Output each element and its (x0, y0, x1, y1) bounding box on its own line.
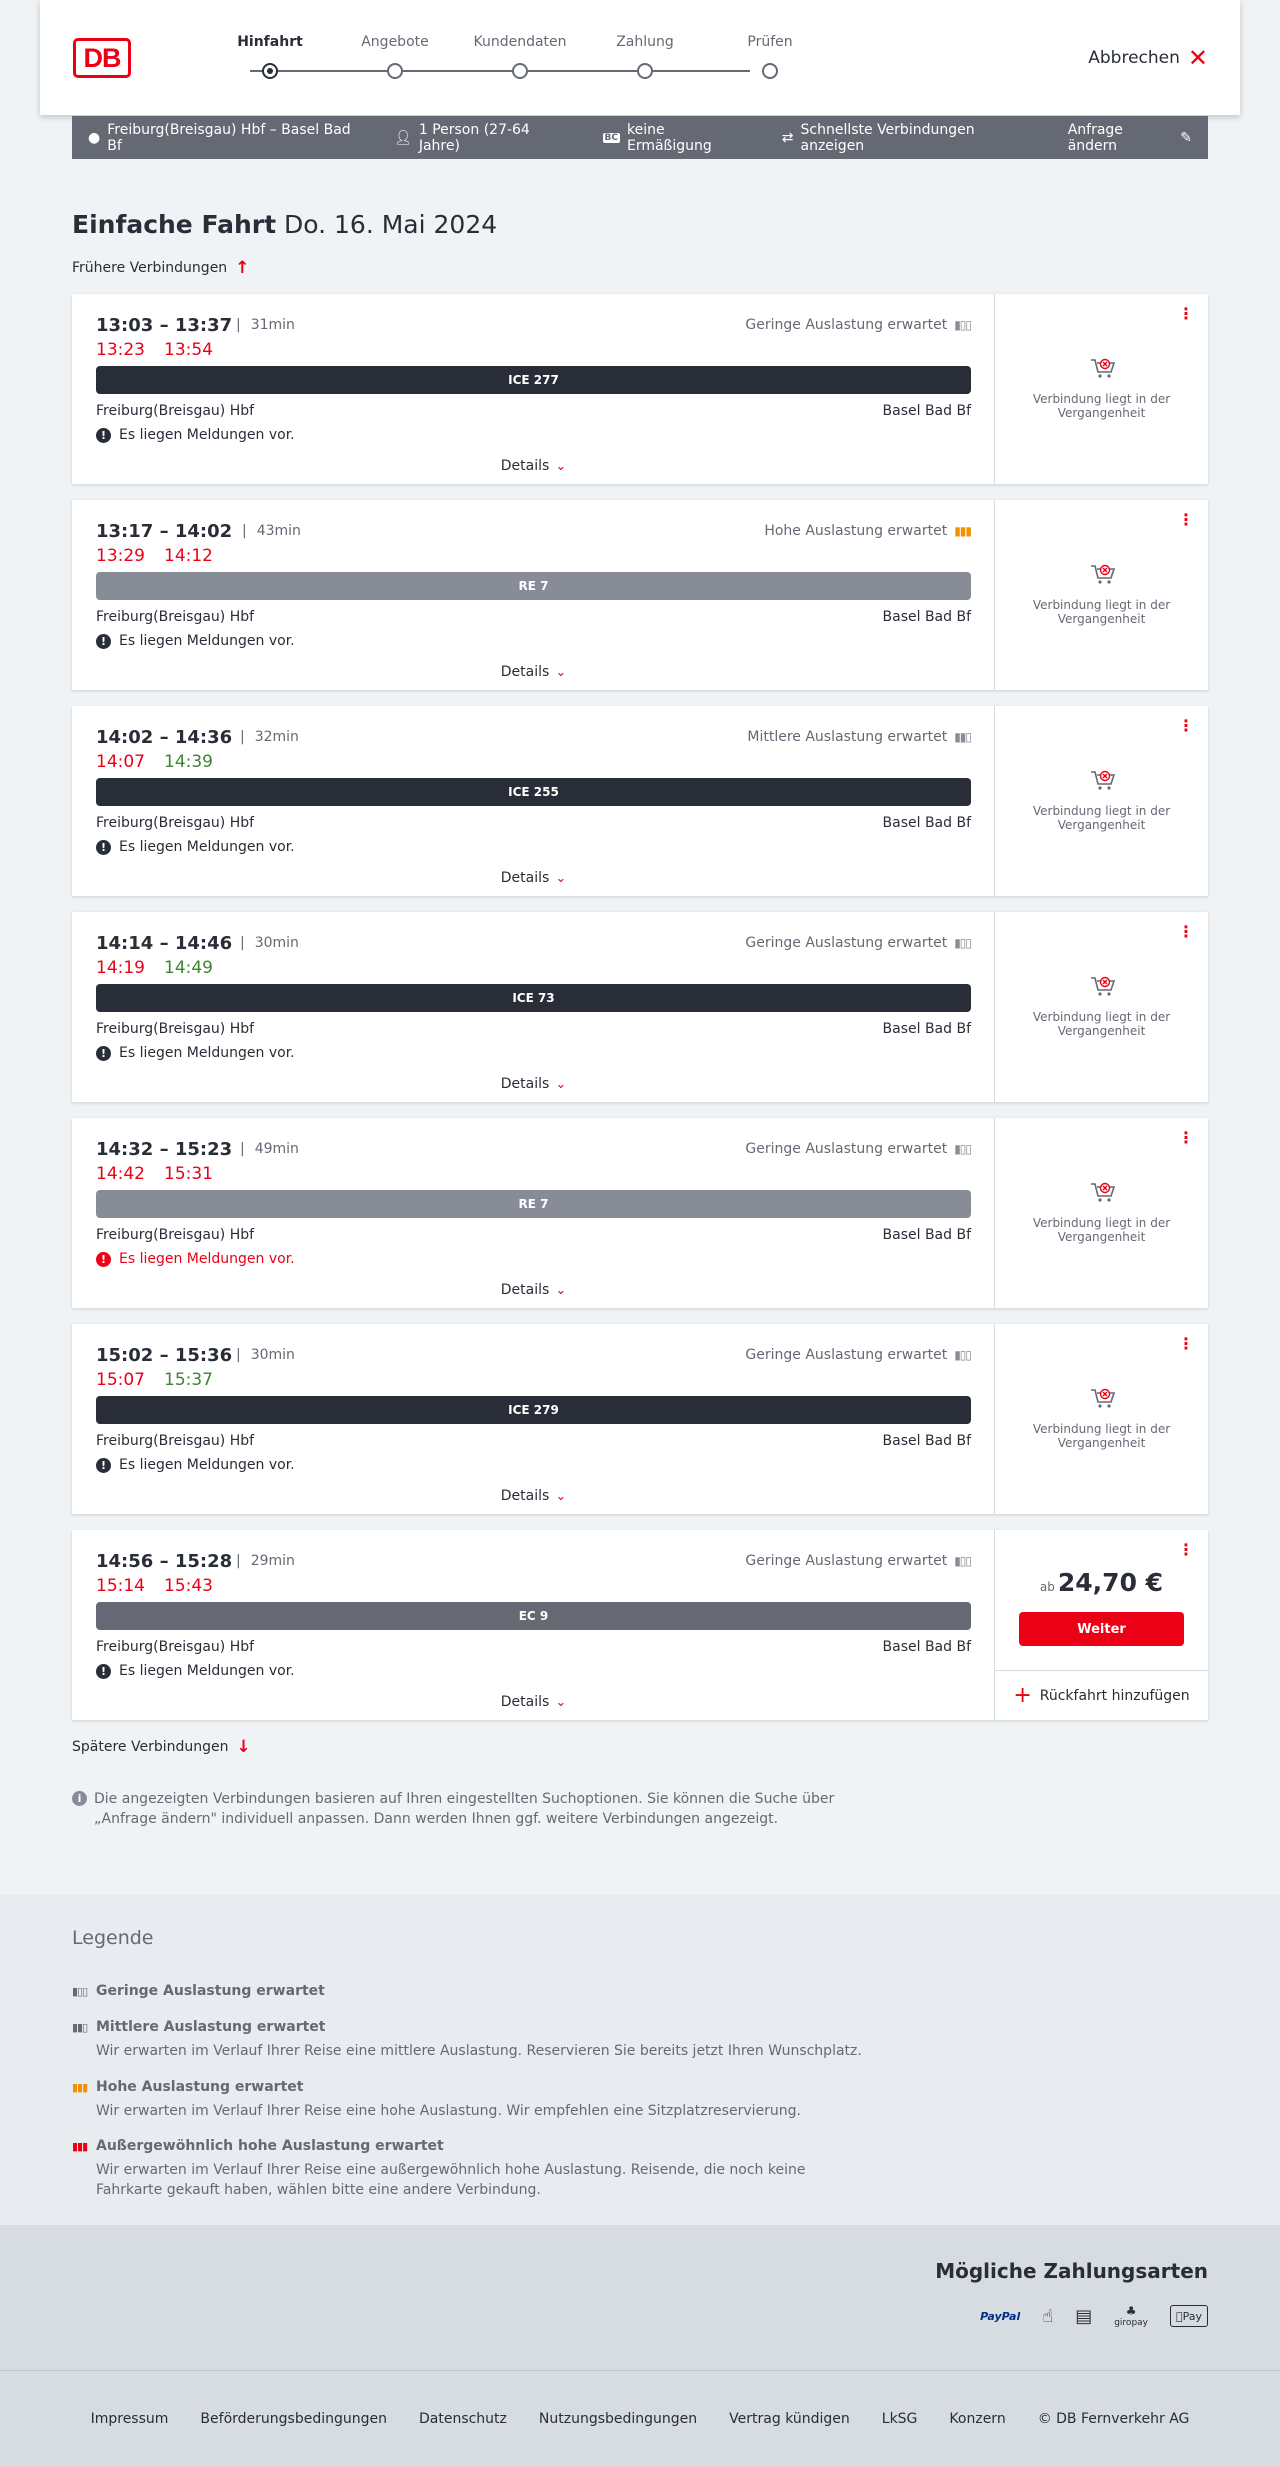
origin-station: Freiburg(Breisgau) Hbf (96, 1639, 255, 1655)
more-options-icon[interactable]: ⋮ (1178, 1540, 1194, 1559)
duration: | 29min (236, 1553, 295, 1569)
chevron-down-icon: ⌄ (555, 1283, 567, 1298)
notice-text: Es liegen Meldungen vor. (119, 1663, 295, 1679)
connection-details (96, 1530, 971, 1720)
past-connection-note (995, 1384, 1208, 1450)
duration: | 30min (236, 1347, 295, 1363)
price-prefix: ab (1039, 1580, 1055, 1594)
price-value: 24,70 € (1057, 1568, 1164, 1597)
occupancy-mid-icon: ▮▮▯ (72, 2021, 88, 2034)
traveller-summary (394, 122, 570, 154)
more-options-icon[interactable]: ⋮ (1178, 510, 1194, 529)
realtime-arrival: 13:54 (164, 340, 213, 360)
realtime-arrival: 14:39 (164, 752, 213, 772)
realtime-departure: 14:19 (96, 958, 145, 978)
occupancy-icon: ▮▯▯ (954, 1348, 971, 1362)
train-bar[interactable]: ICE 255 (96, 778, 971, 806)
offer-panel (995, 1118, 1208, 1308)
occupancy-icon: ▮▯▯ (954, 318, 971, 332)
occupancy-indicator (745, 1347, 971, 1363)
chevron-down-icon: ⌄ (555, 1077, 567, 1092)
past-text: Verbindung liegt in der Vergangenheit (1032, 1216, 1171, 1244)
connection-details (96, 1324, 971, 1514)
offer-panel (995, 1530, 1208, 1720)
realtime-arrival: 15:37 (164, 1370, 213, 1390)
legend-item-title: Geringe Auslastung erwartet (96, 1983, 325, 1999)
shopping-cart-icon (1088, 766, 1116, 794)
later-connections-link[interactable] (72, 1737, 251, 1757)
details-label: Details (500, 1694, 550, 1710)
db-logo[interactable]: DB (73, 38, 131, 78)
planned-times: 14:56 – 15:28 (96, 1551, 233, 1572)
chevron-down-icon: ⌄ (555, 1695, 567, 1710)
step-angebote: Angebote (335, 34, 455, 50)
realtime-departure: 14:42 (96, 1164, 145, 1184)
past-text: Verbindung liegt in der Vergangenheit (1032, 392, 1171, 420)
realtime-arrival: 14:12 (164, 546, 213, 566)
legend-item-text: Wir erwarten im Verlauf Ihrer Reise eine hohe Auslastung. Wir empfehlen eine Sitzplatzreservierung. (96, 2103, 801, 2119)
past-text: Verbindung liegt in der Vergangenheit (1032, 1010, 1171, 1038)
notice-message (96, 1251, 295, 1267)
search-info-note (72, 1789, 852, 1829)
train-bar[interactable]: ICE 279 (96, 1396, 971, 1424)
discount-text: keine Ermäßigung (626, 121, 712, 154)
connection-card (72, 1118, 1208, 1308)
occupancy-text: Geringe Auslastung erwartet (745, 935, 948, 951)
footer-link-konzern[interactable]: Konzern (949, 2410, 1006, 2427)
more-options-icon[interactable]: ⋮ (1178, 716, 1194, 735)
details-label: Details (500, 458, 550, 474)
origin-station: Freiburg(Breisgau) Hbf (96, 1227, 255, 1243)
return-label: Rückfahrt hinzufügen (1039, 1687, 1190, 1704)
legend-item-mid (72, 2019, 872, 2061)
origin-station: Freiburg(Breisgau) Hbf (96, 1433, 255, 1449)
step-dot (637, 63, 653, 79)
footer-copyright: © DB Fernverkehr AG (1037, 2410, 1190, 2427)
origin-station: Freiburg(Breisgau) Hbf (96, 1021, 255, 1037)
apple-pay-label: Pay (1182, 2309, 1202, 2323)
realtime-departure: 14:07 (96, 752, 145, 772)
details-toggle[interactable] (96, 1694, 971, 1710)
duration: | 32min (240, 729, 299, 745)
footer-link-impressum[interactable]: Impressum (90, 2410, 169, 2427)
credit-card-icon: ☝ (1042, 2305, 1054, 2327)
destination-station: Basel Bad Bf (882, 1639, 971, 1655)
legend-item-extreme (72, 2138, 872, 2200)
step-kundendaten: Kundendaten (460, 34, 580, 50)
past-text: Verbindung liegt in der Vergangenheit (1032, 804, 1171, 832)
shopping-cart-icon (1088, 1178, 1116, 1206)
earlier-label: Frühere Verbindungen (72, 260, 228, 276)
top-navigation (40, 0, 1240, 115)
alert-icon: ! (96, 1458, 111, 1473)
traveller-text: 1 Person (27-64 Jahre) (418, 121, 530, 154)
duration: | 43min (242, 523, 301, 539)
location-pin-icon: ● (88, 129, 101, 146)
footer-link-kuendigen[interactable]: Vertrag kündigen (729, 2410, 850, 2427)
close-icon: ✕ (1187, 44, 1208, 72)
step-line (250, 70, 750, 72)
footer-link-datenschutz[interactable]: Datenschutz (418, 2410, 507, 2427)
realtime-arrival: 15:31 (164, 1164, 213, 1184)
destination-station: Basel Bad Bf (882, 1433, 971, 1449)
occupancy-low-icon: ▮▯▯ (72, 1985, 88, 1998)
swap-arrows-icon: ⇄ (781, 129, 794, 146)
occupancy-indicator (745, 1553, 971, 1569)
more-options-icon[interactable]: ⋮ (1178, 1128, 1194, 1147)
notice-text: Es liegen Meldungen vor. (119, 839, 295, 855)
alert-icon: ! (96, 634, 111, 649)
edit-search-label: Anfrage ändern (1067, 121, 1123, 154)
train-bar[interactable]: EC 9 (96, 1602, 971, 1630)
cancel-button[interactable] (1088, 46, 1208, 70)
details-toggle[interactable] (96, 458, 971, 474)
realtime-departure: 13:23 (96, 340, 145, 360)
duration: | 31min (236, 317, 295, 333)
legend-item-title: Hohe Auslastung erwartet (96, 2079, 304, 2095)
continue-button[interactable]: Weiter (1019, 1612, 1184, 1646)
details-label: Details (500, 1282, 550, 1298)
step-pruefen: Prüfen (710, 34, 830, 50)
shopping-cart-icon (1088, 560, 1116, 588)
details-label: Details (500, 1488, 550, 1504)
sepa-icon: ▤ (1075, 2305, 1093, 2327)
legend-item-title: Außergewöhnlich hohe Auslastung erwartet (96, 2138, 444, 2154)
realtime-departure: 15:07 (96, 1370, 145, 1390)
planned-times: 14:32 – 15:23 (96, 1139, 233, 1160)
notice-message (96, 1045, 295, 1061)
occupancy-icon: ▮▯▯ (954, 936, 971, 950)
cancel-label: Abbrechen (1088, 48, 1180, 68)
realtime-arrival: 15:43 (164, 1576, 213, 1596)
planned-times: 15:02 – 15:36 (96, 1345, 233, 1366)
past-text: Verbindung liegt in der Vergangenheit (1032, 1422, 1171, 1450)
past-connection-note (995, 972, 1208, 1038)
legend-item-text: Wir erwarten im Verlauf Ihrer Reise eine mittlere Auslastung. Reservieren Sie bereits jetzt Ihren Wunschplatz. (96, 2043, 862, 2059)
page-title (72, 210, 497, 239)
add-return-trip-button[interactable] (995, 1670, 1208, 1720)
connection-card (72, 500, 1208, 690)
past-connection-note (995, 354, 1208, 420)
train-bar[interactable]: ICE 73 (96, 984, 971, 1012)
shopping-cart-icon (1088, 972, 1116, 1000)
planned-times: 13:03 – 13:37 (96, 315, 233, 336)
more-options-icon[interactable]: ⋮ (1178, 1334, 1194, 1353)
connection-card (72, 706, 1208, 896)
later-label: Spätere Verbindungen (72, 1739, 229, 1755)
past-connection-note (995, 766, 1208, 832)
duration: | 30min (240, 935, 299, 951)
alert-icon: ! (96, 1046, 111, 1061)
notice-text: Es liegen Meldungen vor. (119, 633, 295, 649)
price (995, 1568, 1208, 1597)
legend-item-low (72, 1983, 325, 1999)
giropay-tree-icon: ♣ (1125, 2304, 1137, 2318)
fastest-summary (782, 122, 1036, 154)
connection-card (72, 1530, 1208, 1720)
route-summary (88, 122, 362, 154)
connection-details (96, 500, 971, 690)
connection-details (96, 706, 971, 896)
past-connection-note (995, 1178, 1208, 1244)
notice-message (96, 633, 295, 649)
train-bar[interactable]: RE 7 (96, 1190, 971, 1218)
occupancy-text: Geringe Auslastung erwartet (745, 1347, 948, 1363)
footer-link-befoerderung[interactable]: Beförderungsbedingungen (200, 2410, 387, 2427)
arrow-down-icon: ↓ (236, 1737, 251, 1757)
plus-icon: + (1013, 1682, 1032, 1708)
occupancy-high-icon: ▮▮▮ (72, 2081, 88, 2094)
notice-text: Es liegen Meldungen vor. (119, 427, 295, 443)
origin-station: Freiburg(Breisgau) Hbf (96, 815, 255, 831)
chevron-down-icon: ⌄ (555, 665, 567, 680)
chevron-down-icon: ⌄ (555, 1489, 567, 1504)
details-toggle[interactable] (96, 1076, 971, 1092)
planned-times: 14:02 – 14:36 (96, 727, 233, 748)
offer-panel (995, 706, 1208, 896)
occupancy-indicator (745, 317, 971, 333)
legend-title: Legende (72, 1927, 154, 1949)
realtime-arrival: 14:49 (164, 958, 213, 978)
details-label: Details (500, 664, 550, 680)
payment-methods (0, 2225, 1280, 2370)
connection-details (96, 912, 971, 1102)
legend-item-title: Mittlere Auslastung erwartet (96, 2019, 326, 2035)
offer-panel (995, 294, 1208, 484)
footer-link-nutzung[interactable]: Nutzungsbedingungen (538, 2410, 698, 2427)
connection-details (96, 1118, 971, 1308)
train-bar[interactable]: RE 7 (96, 572, 971, 600)
pencil-icon: ✎ (1180, 129, 1192, 146)
origin-station: Freiburg(Breisgau) Hbf (96, 403, 255, 419)
more-options-icon[interactable]: ⋮ (1178, 304, 1194, 323)
person-icon: 👤︎ (394, 129, 412, 146)
occupancy-indicator (764, 523, 971, 539)
paypal-icon: PayPal (980, 2309, 1021, 2323)
occupancy-icon: ▮▮▯ (954, 730, 971, 744)
connection-card (72, 1324, 1208, 1514)
destination-station: Basel Bad Bf (882, 403, 971, 419)
destination-station: Basel Bad Bf (882, 1021, 971, 1037)
occupancy-text: Mittlere Auslastung erwartet (747, 729, 948, 745)
footer (0, 2370, 1280, 2466)
occupancy-icon: ▮▯▯ (954, 1554, 971, 1568)
fastest-text: Schnellste Verbindungen anzeigen (800, 121, 975, 154)
shopping-cart-icon (1088, 354, 1116, 382)
train-bar[interactable]: ICE 277 (96, 366, 971, 394)
alert-icon: ! (96, 428, 111, 443)
occupancy-indicator (745, 935, 971, 951)
notice-text: Es liegen Meldungen vor. (119, 1251, 295, 1267)
step-dot (387, 63, 403, 79)
giropay-icon (1114, 2305, 1148, 2327)
details-label: Details (500, 1076, 550, 1092)
route-text: Freiburg(Breisgau) Hbf – Basel Bad Bf (107, 121, 351, 154)
occupancy-text: Geringe Auslastung erwartet (745, 1141, 948, 1157)
occupancy-text: Hohe Auslastung erwartet (764, 523, 948, 539)
edit-search-button[interactable] (1068, 122, 1192, 154)
alert-icon: ! (96, 1664, 111, 1679)
alert-icon: ! (96, 1252, 111, 1267)
step-dot (762, 63, 778, 79)
occupancy-text: Geringe Auslastung erwartet (745, 1553, 948, 1569)
destination-station: Basel Bad Bf (882, 815, 971, 831)
search-summary-bar (72, 116, 1208, 159)
giropay-label: giropay (1114, 2318, 1148, 2328)
past-connection-note (995, 560, 1208, 626)
step-dot (262, 63, 278, 79)
chevron-down-icon: ⌄ (555, 459, 567, 474)
notice-message (96, 427, 295, 443)
details-toggle[interactable] (96, 1488, 971, 1504)
connection-card (72, 294, 1208, 484)
offer-panel (995, 1324, 1208, 1514)
legend-item-text: Wir erwarten im Verlauf Ihrer Reise eine außergewöhnlich hohe Auslastung. Reisende, die noch keine Fahrkarte gekauft haben, wählen bitte eine andere Verbindung. (96, 2162, 806, 2198)
legend-item-high (72, 2079, 872, 2121)
alert-icon: ! (96, 840, 111, 855)
shopping-cart-icon (1088, 1384, 1116, 1412)
realtime-departure: 13:29 (96, 546, 145, 566)
info-text: Die angezeigten Verbindungen basieren auf Ihren eingestellten Suchoptionen. Sie können die Suche über „Anfrage ändern" individuell anpassen. Dann werden Ihnen ggf. weitere Verbindungen angezeigt. (94, 1791, 835, 1827)
occupancy-icon: ▮▯▯ (954, 1142, 971, 1156)
payment-icons (980, 2305, 1208, 2327)
apple-pay-icon (1170, 2305, 1208, 2327)
arrow-up-icon: ↑ (235, 258, 250, 278)
legend-section (0, 1895, 1280, 2225)
info-icon: i (72, 1791, 87, 1806)
booking-steps (210, 34, 793, 84)
notice-text: Es liegen Meldungen vor. (119, 1457, 295, 1473)
details-toggle[interactable] (96, 1282, 971, 1298)
destination-station: Basel Bad Bf (882, 609, 971, 625)
destination-station: Basel Bad Bf (882, 1227, 971, 1243)
notice-message (96, 1663, 295, 1679)
travel-date: Do. 16. Mai 2024 (284, 210, 498, 239)
connection-details (96, 294, 971, 484)
planned-times: 14:14 – 14:46 (96, 933, 233, 954)
notice-message (96, 1457, 295, 1473)
occupancy-extreme-icon: ▮▮▮ (72, 2140, 88, 2153)
occupancy-text: Geringe Auslastung erwartet (745, 317, 948, 333)
origin-station: Freiburg(Breisgau) Hbf (96, 609, 255, 625)
details-toggle[interactable] (96, 870, 971, 886)
step-dot (512, 63, 528, 79)
notice-text: Es liegen Meldungen vor. (119, 1045, 295, 1061)
step-hinfahrt[interactable]: Hinfahrt (210, 34, 330, 50)
details-label: Details (500, 870, 550, 886)
offer-panel (995, 500, 1208, 690)
occupancy-icon: ▮▮▮ (954, 524, 971, 538)
chevron-down-icon: ⌄ (555, 871, 567, 886)
notice-message (96, 839, 295, 855)
occupancy-indicator (745, 1141, 971, 1157)
footer-link-lksg[interactable]: LkSG (881, 2410, 918, 2427)
offer-panel (995, 912, 1208, 1102)
step-zahlung: Zahlung (585, 34, 705, 50)
discount-summary (603, 122, 750, 154)
payment-title: Mögliche Zahlungsarten (935, 2259, 1208, 2283)
details-toggle[interactable] (96, 664, 971, 680)
planned-times: 13:17 – 14:02 (96, 521, 233, 542)
duration: | 49min (240, 1141, 299, 1157)
trip-type: Einfache Fahrt (72, 210, 277, 239)
connection-card (72, 912, 1208, 1102)
past-text: Verbindung liegt in der Vergangenheit (1032, 598, 1171, 626)
realtime-departure: 15:14 (96, 1576, 145, 1596)
occupancy-indicator (747, 729, 971, 745)
earlier-connections-link[interactable] (72, 258, 249, 278)
bahncard-icon: BC (604, 132, 618, 143)
more-options-icon[interactable]: ⋮ (1178, 922, 1194, 941)
